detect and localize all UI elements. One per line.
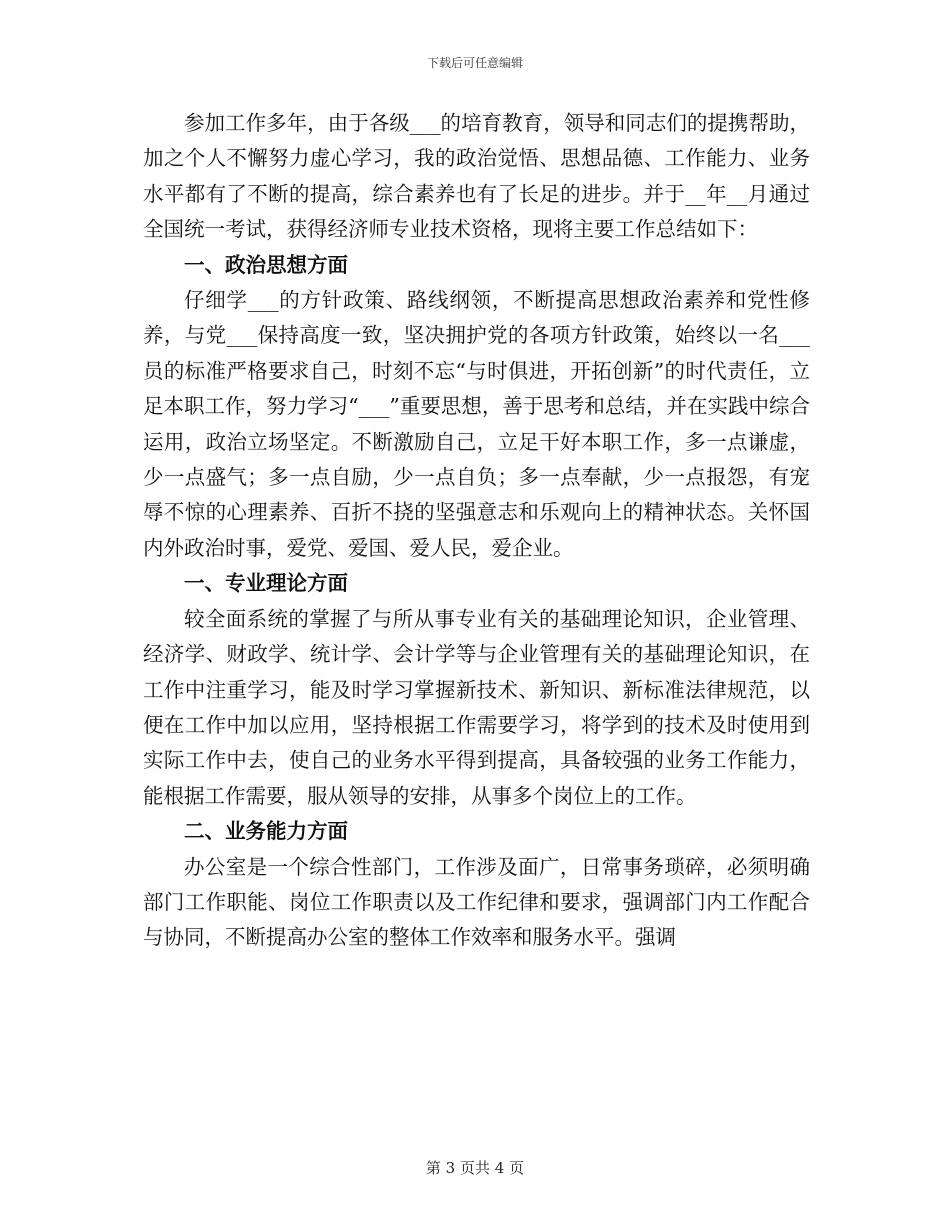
section-paragraph-political: 仔细学___的方针政策、路线纲领，不断提高思想政治素养和党性修养，与党___保持高度一致，坚决拥护党的各项方针政策，始终以一名___员的标准严格要求自己，时刻不忘“与时俱进，开拓创新”的时代责任，立足本职工作，努力学习“___”重要思想，善于思考和总结，并在实践中综合运用，政治立场坚定。不断激励自己，立足干好本职工作，多一点谦虚，少一点盛气；多一点自励，少一点自负；多一点奉献，少一点报怨，有宠辱不惊的心理素养、百折不挠的坚强意志和乐观向上的精神状态。关怀国内外政治时事，爱党、爱国、爱人民，爱企业。 [143, 288, 810, 560]
section-heading-business: 二、业务能力方面 [184, 819, 348, 844]
page-number: 第 3 页共 4 页 [425, 1159, 525, 1177]
section-heading-political: 一、政治思想方面 [184, 252, 348, 277]
page-header: 下载后可任意编辑 [426, 56, 523, 70]
intro-paragraph: 参加工作多年，由于各级___的培育教育，领导和同志们的提携帮助，加之个人不懈努力虚心学习，我的政治觉悟、思想品德、工作能力、业务水平都有了不断的提高，综合素养也有了长足的进步。并于__年__月通过全国统一考试，获得经济师专业技术资格，现将主要工作总结如下： [143, 111, 810, 242]
section-paragraph-business: 办公室是一个综合性部门，工作涉及面广，日常事务琐碎，必须明确部门工作职能、岗位工作职责以及工作纪律和要求，强调部门内工作配合与协同，不断提高办公室的整体工作效率和服务水平。强调 [143, 854, 810, 950]
section-heading-theory: 一、专业理论方面 [184, 571, 348, 596]
section-paragraph-theory: 较全面系统的掌握了与所从事专业有关的基础理论知识，企业管理、经济学、财政学、统计学、会计学等与企业管理有关的基础理论知识，在工作中注重学习，能及时学习掌握新技术、新知识、新标准法律规范，以便在工作中加以应用，坚持根据工作需要学习，将学到的技术及时使用到实际工作中去，使自己的业务水平得到提高，具备较强的业务工作能力，能根据工作需要，服从领导的安排，从事多个岗位上的工作。 [143, 606, 810, 808]
document-body [143, 106, 810, 956]
